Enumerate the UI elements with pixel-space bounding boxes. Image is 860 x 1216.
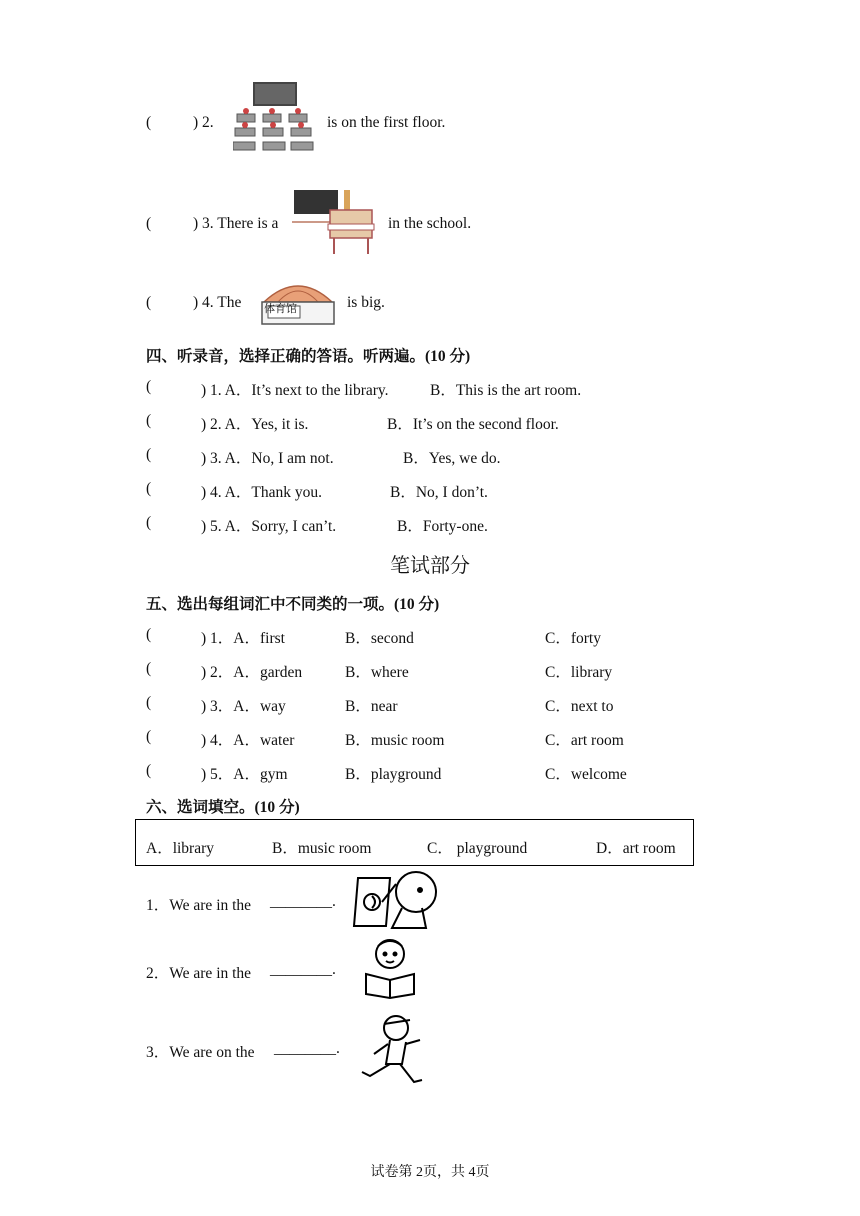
sentence-tail: is on the first floor. [327, 114, 446, 131]
question-option-b: B．playground [345, 766, 442, 783]
answer-paren[interactable]: ( [146, 412, 152, 429]
question-option-c: C．art room [545, 732, 624, 749]
fill-blank[interactable]: ________. [274, 1040, 340, 1057]
question-option-c: C．welcome [545, 766, 627, 783]
question-option-b: B．where [345, 664, 409, 681]
question-number: ) 4. The [193, 294, 242, 311]
question-option-b: B．No, I don’t. [390, 484, 488, 501]
question-option-b: B．Forty-one. [397, 518, 488, 535]
section-title: 六、选词填空。(10 分) [146, 799, 300, 816]
sentence-tail: is big. [347, 294, 385, 311]
classroom-picture [233, 80, 315, 158]
word-option: A．library [146, 840, 215, 857]
music-room-picture [292, 188, 380, 258]
answer-paren[interactable]: ( [146, 114, 152, 131]
question-option-a: ) 1. A．It’s next to the library. [201, 382, 389, 399]
part-heading: 笔试部分 [390, 553, 470, 577]
gym-sign: 体育馆 [264, 303, 297, 315]
word-option: D．art room [596, 840, 676, 857]
fill-sentence: 1．We are in the [146, 897, 252, 914]
question-option-a: ) 2. A．Yes, it is. [201, 416, 309, 433]
section-title: 四、听录音，选择正确的答语。听两遍。(10 分) [146, 348, 471, 365]
question-option-b: B．It’s on the second floor. [387, 416, 559, 433]
question-option-b: B．Yes, we do. [403, 450, 501, 467]
answer-paren[interactable]: ( [146, 762, 152, 779]
question-option-c: C．next to [545, 698, 614, 715]
fill-blank[interactable]: ________. [270, 893, 336, 910]
page-footer: 试卷第 2页，共 4页 [370, 1165, 490, 1180]
answer-paren[interactable]: ( [146, 694, 152, 711]
section-title: 五、选出每组词汇中不同类的一项。(10 分) [146, 596, 440, 613]
answer-paren[interactable]: ( [146, 626, 152, 643]
question-option-c: C．library [545, 664, 613, 681]
question-option-a: ) 4. A．Thank you. [201, 484, 322, 501]
question-option-b: B．second [345, 630, 414, 647]
fill-sentence: 2．We are in the [146, 965, 252, 982]
question-option-a: ) 1．A．first [201, 630, 285, 647]
answer-paren[interactable]: ( [146, 728, 152, 745]
answer-paren[interactable]: ( [146, 294, 152, 311]
boy-running-picture [356, 1012, 436, 1088]
answer-paren[interactable]: ( [146, 514, 152, 531]
question-option-c: C．forty [545, 630, 601, 647]
question-option-b: B．near [345, 698, 398, 715]
question-option-b: B．This is the art room. [430, 382, 582, 399]
question-option-a: ) 3．A．way [201, 698, 286, 715]
answer-paren[interactable]: ( [146, 480, 152, 497]
answer-paren[interactable]: ( [146, 446, 152, 463]
sentence-tail: in the school. [388, 215, 472, 232]
question-option-b: B．music room [345, 732, 445, 749]
boy-painting-picture [350, 868, 446, 934]
question-option-a: ) 5．A．gym [201, 766, 288, 783]
boy-reading-picture [350, 936, 430, 1000]
question-option-a: ) 2．A．garden [201, 664, 303, 681]
fill-sentence: 3．We are on the [146, 1044, 255, 1061]
word-option: C． playground [427, 840, 528, 857]
question-option-a: ) 3. A．No, I am not. [201, 450, 334, 467]
question-number: ) 2. [193, 114, 214, 131]
word-option: B．music room [272, 840, 372, 857]
question-number: ) 3. There is a [193, 215, 279, 232]
fill-blank[interactable]: ________. [270, 961, 336, 978]
answer-paren[interactable]: ( [146, 660, 152, 677]
question-option-a: ) 4．A．water [201, 732, 295, 749]
answer-paren[interactable]: ( [146, 215, 152, 232]
answer-paren[interactable]: ( [146, 378, 152, 395]
question-option-a: ) 5. A．Sorry, I can’t. [201, 518, 337, 535]
